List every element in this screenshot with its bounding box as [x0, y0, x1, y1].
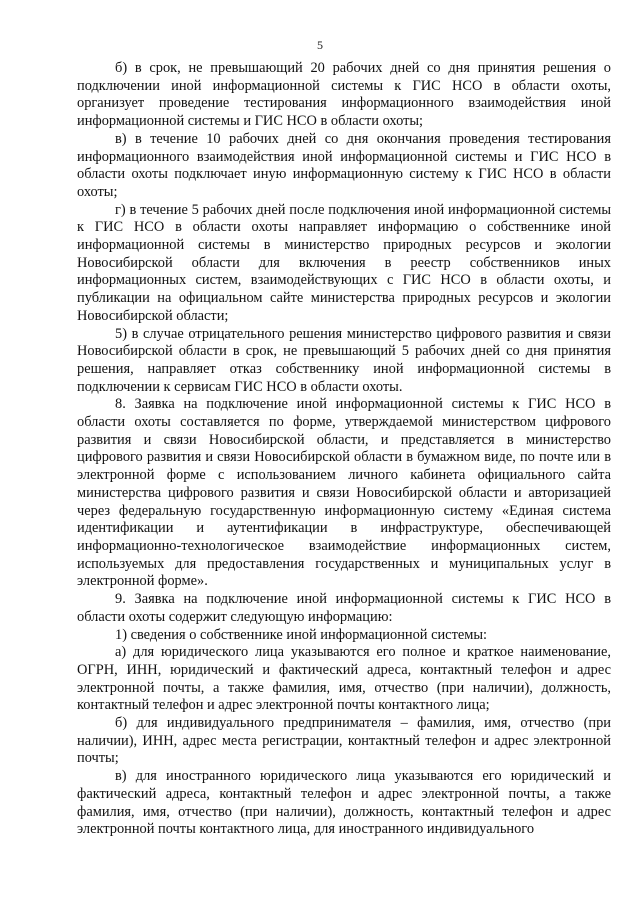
paragraph-b-entrepreneur: б) для индивидуального предпринимателя – фамилия, имя, отчество (при наличии), ИНН, адрес места регистрации, контактный телефон и адрес электронной почты;: [77, 715, 611, 767]
paragraph-8-application-form: 8. Заявка на подключение иной информационной системы к ГИС НСО в области охоты составляется по форме, утверждаемой министерством цифрового развития и связи Новосибирской области, и представляется в министерство цифрового развития и связи Новосибирской области в бумажном виде, по почте или в электронной форме с использованием личного кабинета официального сайта министерства цифрового развития и связи Новосибирской области и авторизацией через федеральную государственную информационную систему «Единая система идентификации и аутентификации в инфраструктуре, обеспечивающей информационно-технологическое взаимодействие информационных систем, используемых для предоставления государственных и муниципальных услуг в электронной форме».: [77, 396, 611, 590]
paragraph-1-owner-info: 1) сведения о собственнике иной информационной системы:: [115, 626, 488, 643]
paragraph-v-foreign-entity: в) для иностранного юридического лица указываются его юридический и фактический адреса, контактный телефон и адрес электронной почты, а также фамилия, имя, отчество (при наличии), должность, контактный телефон и адрес электронной почты контактного лица, для иностранного индивидуального: [77, 768, 611, 838]
page-number: 5: [317, 38, 323, 52]
paragraph-a-legal-entity: а) для юридического лица указываются его полное и краткое наименование, ОГРН, ИНН, юридический и фактический адреса, контактный телефон и адрес электронной почты, а также фамилия, имя, отчество (при наличии), должность, контактный телефон и адрес электронной почты контактного лица;: [77, 644, 611, 714]
paragraph-v-connection: в) в течение 10 рабочих дней со дня окончания проведения тестирования информационного взаимодействия иной информационной системы и ГИС НСО в области охоты подключает иную информационную систему к ГИС НСО в области охоты;: [77, 130, 611, 200]
paragraph-g-registry: г) в течение 5 рабочих дней после подключения иной информационной системы к ГИС НСО в области охоты направляет информацию о собственнике иной информационной системы в министерство природных ресурсов и экологии Новосибирской области для включения в реестр собственников иных информационных систем, взаимодействующих с ГИС НСО в области охоты, и публикации на официальном сайте министерства природных ресурсов и экологии Новосибирской области;: [77, 201, 611, 324]
paragraph-b-testing: б) в срок, не превышающий 20 рабочих дней со дня принятия решения о подключении иной информационной системы к ГИС НСО в области охоты, организует проведение тестирования информационного взаимодействия иной информационной системы и ГИС НСО в области охоты;: [77, 60, 611, 130]
paragraph-5-refusal: 5) в случае отрицательного решения министерство цифрового развития и связи Новосибирской области в срок, не превышающий 5 рабочих дней со дня принятия решения, направляет отказ собственнику иной информационной системы в подключении к сервисам ГИС НСО в области охоты.: [77, 325, 611, 395]
paragraph-9-application-contents: 9. Заявка на подключение иной информационной системы к ГИС НСО в области охоты содержит следующую информацию:: [77, 591, 611, 625]
document-body: [77, 60, 611, 839]
